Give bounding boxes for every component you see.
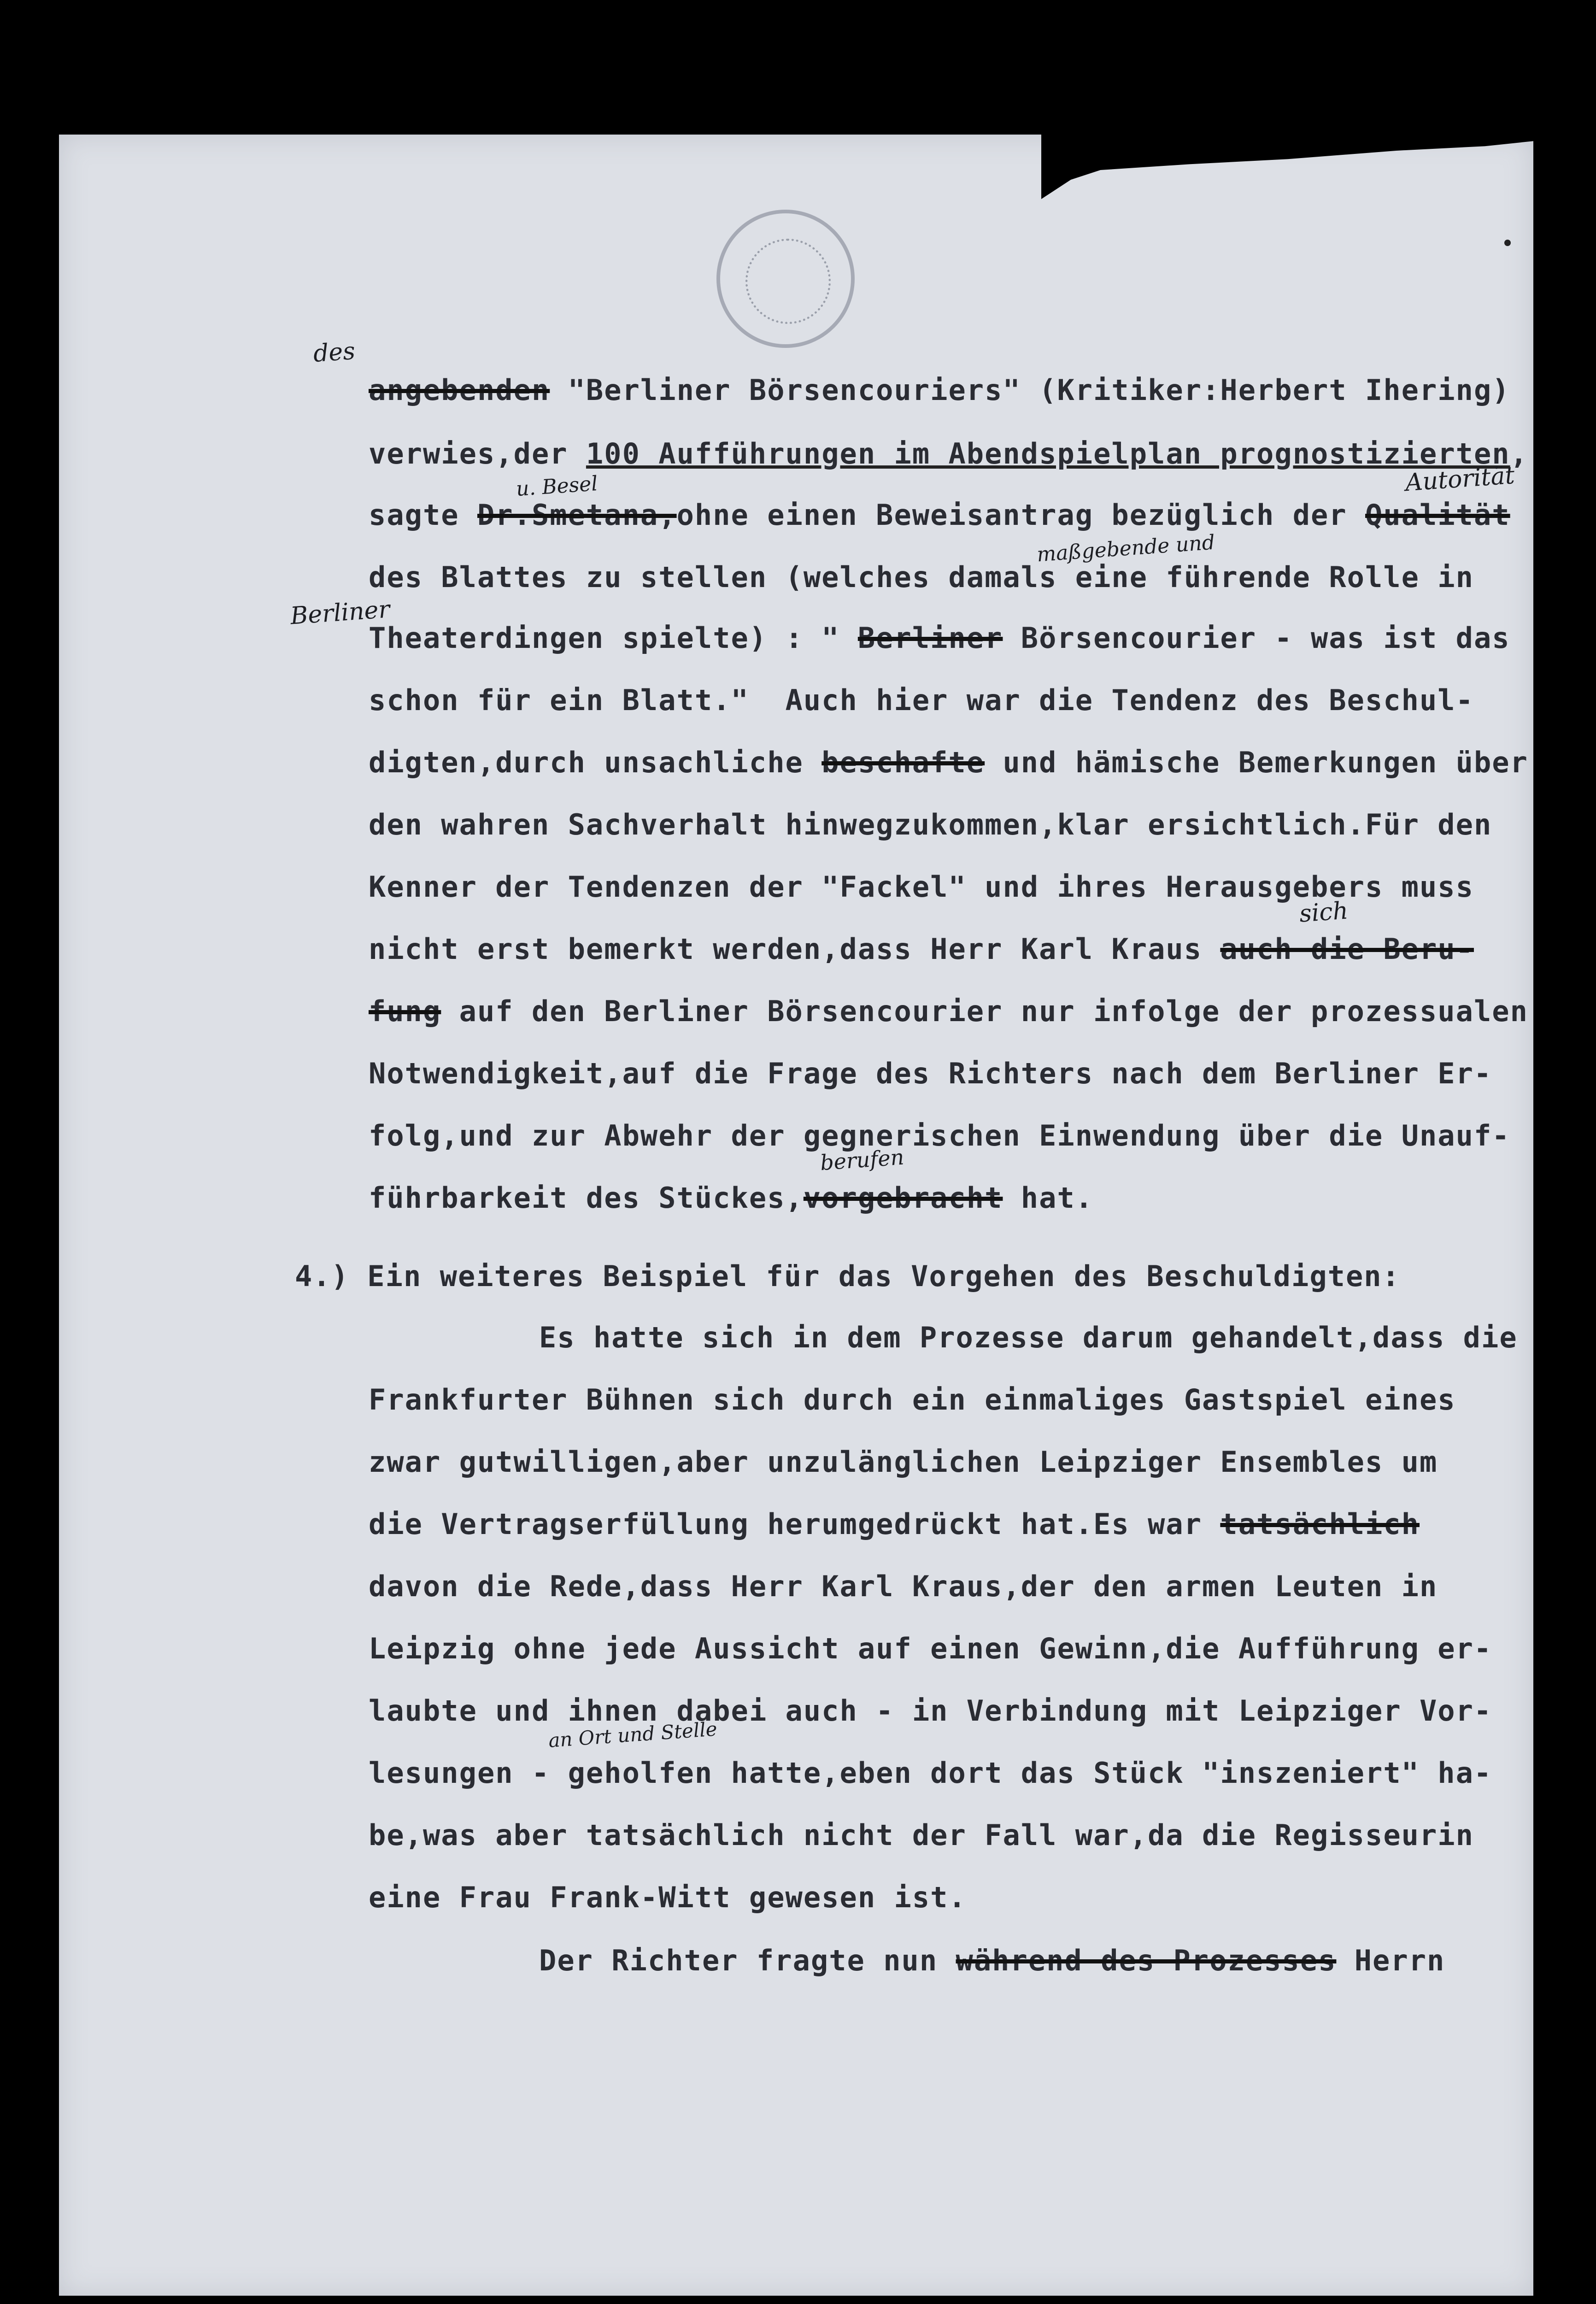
handwritten-note: des <box>312 337 356 368</box>
typed-line <box>369 1819 1474 1851</box>
typed-text: digten,durch unsachliche <box>369 746 822 779</box>
struck-text: Berliner <box>857 621 1003 655</box>
typed-line <box>369 1508 1420 1540</box>
typed-line <box>369 1570 1438 1603</box>
handwritten-note: u. Besel <box>515 471 598 501</box>
typed-text: auf den Berliner Börsencourier nur infolge der prozessualen <box>441 994 1528 1028</box>
struck-text: Qualität <box>1365 498 1510 532</box>
typed-text: lesungen - geholfen hatte,eben dort das Stück "inszeniert" ha- <box>369 1756 1492 1790</box>
typed-line <box>539 1945 1445 1977</box>
typed-text: Kenner der Tendenzen der "Fackel" und ihres Herausgebers muss <box>369 870 1474 904</box>
typed-text: eine Frau Frank-Witt gewesen ist. <box>369 1881 967 1914</box>
typed-text: nicht erst bemerkt werden,dass Herr Karl Kraus <box>369 932 1220 966</box>
typed-text: 4.) Ein weiteres Beispiel für das Vorgehen des Beschuldigten: <box>295 1259 1400 1293</box>
typed-text: Der Richter fragte nun <box>539 1944 956 1977</box>
typed-text: Leipzig ohne jede Aussicht auf einen Gewinn,die Aufführung er- <box>369 1632 1492 1665</box>
typed-line <box>369 933 1474 965</box>
typed-text: ohne einen Beweisantrag bezüglich der <box>676 498 1366 532</box>
handwritten-note: berufen <box>819 1144 905 1176</box>
struck-text: Dr.Smetana, <box>477 498 677 532</box>
typed-text: Herrn <box>1336 1944 1445 1977</box>
typed-text: verwies,der <box>369 437 586 470</box>
typed-text: und hämische Bemerkungen über <box>985 746 1528 779</box>
typed-text: hat. <box>1003 1181 1094 1215</box>
typed-line <box>369 1446 1438 1478</box>
typed-text: laubte und ihnen dabei auch - in Verbindung mit Leipziger Vor- <box>369 1694 1492 1728</box>
typed-text: Börsencourier - was ist das <box>1003 621 1510 655</box>
typed-line <box>369 374 1510 406</box>
underlined-text: 100 Aufführungen im Abendspielplan prognostizierten <box>586 437 1510 470</box>
typed-text: den wahren Sachverhalt hinwegzukommen,klar ersichtlich.Für den <box>369 808 1492 841</box>
typed-line <box>369 684 1474 717</box>
typed-text: zwar gutwilligen,aber unzulänglichen Leipziger Ensembles um <box>369 1445 1438 1479</box>
typed-text: die Vertragserfüllung herumgedrückt hat.Es war <box>369 1507 1220 1541</box>
typed-line <box>369 1384 1456 1416</box>
struck-text: beschafte <box>821 746 985 779</box>
typed-line <box>369 746 1528 779</box>
struck-text: während des Prozesses <box>956 1944 1337 1977</box>
typed-text: sagte <box>369 498 477 532</box>
ink-dot <box>1504 240 1511 246</box>
handwritten-note: an Ort und Stelle <box>547 1717 718 1752</box>
typed-text: davon die Rede,dass Herr Karl Kraus,der den armen Leuten in <box>369 1569 1438 1603</box>
typed-line <box>369 1633 1492 1665</box>
typed-text: be,was aber tatsächlich nicht der Fall war,da die Regisseurin <box>369 1818 1474 1852</box>
typed-line <box>369 1695 1492 1727</box>
typed-line <box>369 809 1492 841</box>
typed-line <box>369 561 1474 594</box>
typed-line <box>369 1120 1510 1152</box>
typed-text: Theaterdingen spielte) : " <box>369 621 858 655</box>
struck-text: fung <box>369 994 441 1028</box>
struck-text: vorgebracht <box>803 1181 1003 1215</box>
struck-text: angebenden <box>369 373 550 407</box>
typed-text: Frankfurter Bühnen sich durch ein einmaliges Gastspiel eines <box>369 1383 1456 1416</box>
typed-line <box>539 1322 1518 1354</box>
typed-line <box>369 438 1528 470</box>
typed-line <box>369 499 1510 531</box>
typed-text: führbarkeit des Stückes, <box>369 1181 804 1215</box>
typed-text: schon für ein Blatt." Auch hier war die Tendenz des Beschul- <box>369 683 1474 717</box>
typed-line <box>369 1182 1093 1214</box>
struck-text: auch die Beru- <box>1220 932 1474 966</box>
struck-text: tatsächlich <box>1220 1507 1420 1541</box>
handwritten-note: sich <box>1298 897 1349 928</box>
typed-text: , <box>1510 437 1528 470</box>
handwritten-note: maßgebende und <box>1036 530 1216 567</box>
typed-text: Notwendigkeit,auf die Frage des Richters nach dem Berliner Er- <box>369 1057 1492 1090</box>
typed-text: folg,und zur Abwehr der gegnerischen Einwendung über die Unauf- <box>369 1119 1510 1152</box>
typed-line <box>369 1881 967 1914</box>
typed-line <box>369 871 1474 903</box>
library-stamp <box>716 210 855 348</box>
typed-text: des Blattes zu stellen (welches damals eine führende Rolle in <box>369 560 1474 594</box>
typed-line <box>369 1058 1492 1090</box>
handwritten-note: Autorität <box>1404 461 1516 497</box>
typed-line <box>369 622 1510 654</box>
typed-line <box>369 995 1528 1028</box>
handwritten-note: Berliner <box>289 595 391 630</box>
typed-text: Es hatte sich in dem Prozesse darum gehandelt,dass die <box>539 1321 1518 1354</box>
typed-line <box>295 1260 1400 1293</box>
typed-line <box>369 1757 1492 1789</box>
typed-text: "Berliner Börsencouriers" (Kritiker:Herbert Ihering) <box>550 373 1510 407</box>
